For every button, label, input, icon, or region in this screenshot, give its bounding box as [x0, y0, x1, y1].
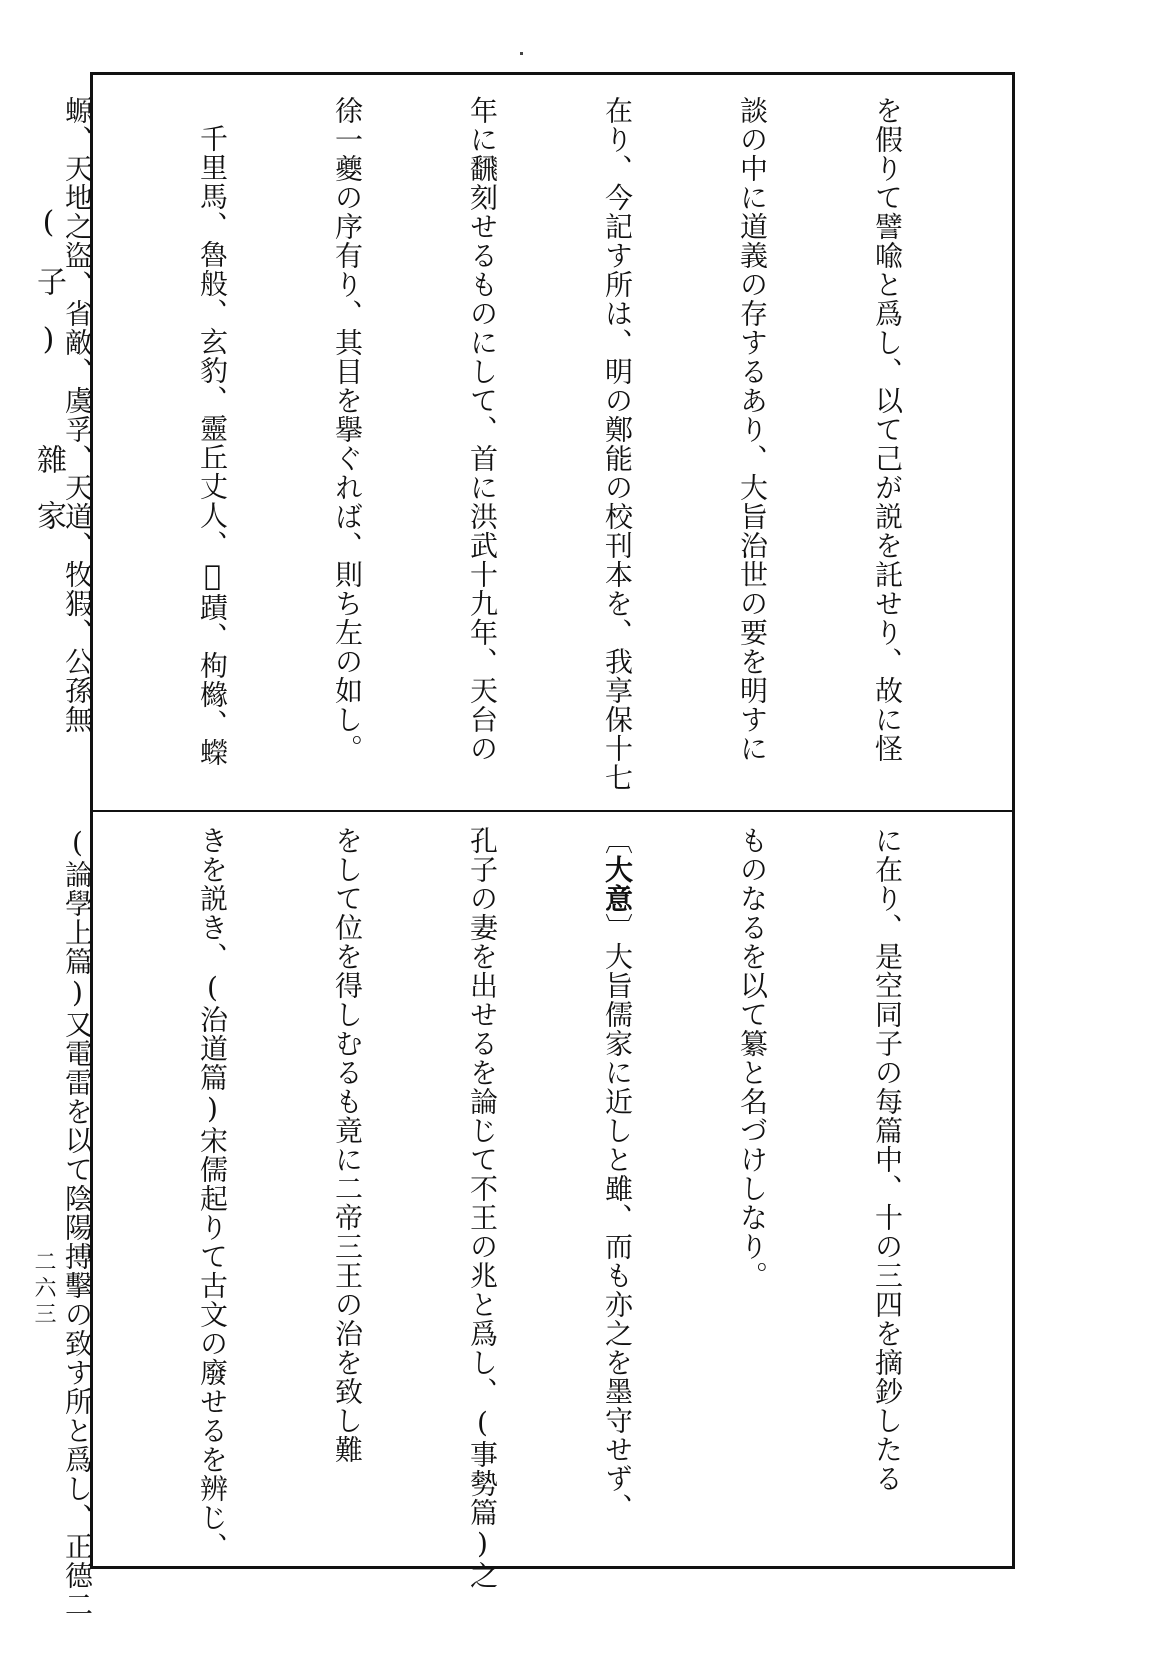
meaning-line: 〔大意〕大旨儒家に近しと雖、而も亦之を墨守せず、: [601, 826, 634, 1522]
meaning-text: 大旨儒家に近しと雖、而も亦之を墨守せず、: [601, 942, 634, 1522]
print-speck: [520, 52, 523, 55]
section-divider: [90, 810, 1015, 812]
text-line: を假りて譬喩と爲し、以て己が説を託せり、故に怪: [871, 96, 904, 763]
text-line: 在り、今記す所は、明の鄭能の校刊本を、我享保十七: [601, 96, 634, 792]
bottom-section: [61, 826, 1000, 1619]
text-line: 年に飜刻せるものにして、首に洪武十九年、天台の: [466, 96, 499, 763]
text-line: 談の中に道義の存するあり、大旨治世の要を明すに: [736, 96, 769, 763]
text-line: 千里馬、魯般、玄豹、靈丘丈人、𨽾蹟、枸櫞、蠑: [196, 124, 229, 767]
running-header: (子) 雜家: [31, 205, 66, 556]
text-line: (論學上篇)又電雷を以て陰陽搏擊の致す所と爲し、正德二: [61, 826, 94, 1619]
text-line: 螈、天地之盜、省敵、虞孚、天道、牧猳、公孫無: [61, 96, 94, 734]
text-line: 徐一夔の序有り、其目を擧ぐれば、則ち左の如し。: [331, 96, 364, 763]
text-line: をして位を得しむるも竟に二帝三王の治を致し難: [331, 826, 364, 1464]
top-section: [61, 96, 1000, 796]
text-line: きを説き、(治道篇)宋儒起りて古文の廢せるを辨じ、: [196, 826, 229, 1561]
text-line: 孔子の妻を出せるを論じて不王の兆と爲し、(事勢篇)之: [466, 826, 499, 1590]
text-line: ものなるを以て纂と名づけしなり。: [736, 826, 769, 1290]
text-line: に在り、是空同子の每篇中、十の三四を摘鈔したる: [871, 826, 904, 1493]
meaning-label: 大意: [601, 855, 634, 913]
page-number: 二六三: [31, 1250, 56, 1328]
